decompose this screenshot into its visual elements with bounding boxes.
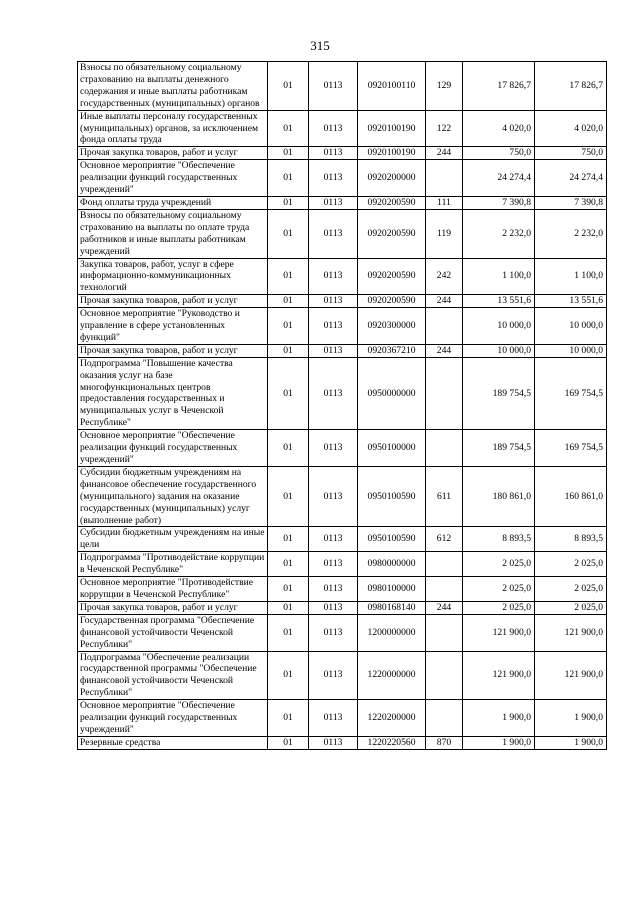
row-expense-type <box>426 160 463 197</box>
row-target-article: 0950000000 <box>358 357 426 429</box>
table-row <box>78 147 607 160</box>
row-target-article: 0950100590 <box>358 466 426 527</box>
row-sum-2: 17 826,7 <box>535 62 607 111</box>
row-name: Основное мероприятие "Обеспечение реализации функций государственных учреждений" <box>78 700 268 737</box>
row-section: 01 <box>268 614 309 651</box>
row-target-article: 0950100590 <box>358 527 426 552</box>
row-sum-1: 10 000,0 <box>463 344 535 357</box>
row-section: 01 <box>268 62 309 111</box>
row-name: Резервные средства <box>78 736 268 749</box>
row-name: Взносы по обязательному социальному страхованию на выплаты денежного содержания и иные выплаты работникам государственных (муниципальных) органов <box>78 62 268 111</box>
table-row <box>78 527 607 552</box>
row-subsection: 0113 <box>309 466 358 527</box>
row-target-article: 0980168140 <box>358 601 426 614</box>
row-subsection: 0113 <box>309 295 358 308</box>
table-row <box>78 357 607 429</box>
row-target-article: 0980100000 <box>358 577 426 602</box>
row-sum-1: 750,0 <box>463 147 535 160</box>
row-expense-type <box>426 614 463 651</box>
row-sum-2: 7 390,8 <box>535 196 607 209</box>
row-name: Субсидии бюджетным учреждениям на финансовое обеспечение государственного (муниципального) задания на оказание государственных (муниципальных) услуг (выполнение работ) <box>78 466 268 527</box>
row-section: 01 <box>268 552 309 577</box>
row-section: 01 <box>268 700 309 737</box>
row-name: Иные выплаты персоналу государственных (муниципальных) органов, за исключением фонда оплаты труда <box>78 110 268 147</box>
row-section: 01 <box>268 295 309 308</box>
row-name: Основное мероприятие "Противодействие коррупции в Чеченской Республике" <box>78 577 268 602</box>
row-target-article: 1220000000 <box>358 651 426 700</box>
table-row <box>78 295 607 308</box>
row-expense-type <box>426 357 463 429</box>
row-subsection: 0113 <box>309 258 358 295</box>
row-section: 01 <box>268 147 309 160</box>
row-sum-1: 24 274,4 <box>463 160 535 197</box>
row-expense-type: 611 <box>426 466 463 527</box>
row-target-article: 0920100190 <box>358 110 426 147</box>
table-row <box>78 552 607 577</box>
row-sum-1: 7 390,8 <box>463 196 535 209</box>
table-row <box>78 62 607 111</box>
row-subsection: 0113 <box>309 196 358 209</box>
row-sum-1: 189 754,5 <box>463 357 535 429</box>
row-name: Субсидии бюджетным учреждениям на иные цели <box>78 527 268 552</box>
row-expense-type: 612 <box>426 527 463 552</box>
row-sum-1: 189 754,5 <box>463 430 535 467</box>
row-expense-type <box>426 651 463 700</box>
row-section: 01 <box>268 209 309 258</box>
row-name: Прочая закупка товаров, работ и услуг <box>78 601 268 614</box>
row-section: 01 <box>268 258 309 295</box>
row-subsection: 0113 <box>309 357 358 429</box>
row-expense-type: 122 <box>426 110 463 147</box>
row-section: 01 <box>268 357 309 429</box>
row-sum-2: 13 551,6 <box>535 295 607 308</box>
row-expense-type: 242 <box>426 258 463 295</box>
row-sum-1: 2 025,0 <box>463 601 535 614</box>
table-row <box>78 258 607 295</box>
row-sum-2: 1 100,0 <box>535 258 607 295</box>
row-sum-2: 2 025,0 <box>535 552 607 577</box>
row-sum-1: 1 100,0 <box>463 258 535 295</box>
row-expense-type <box>426 577 463 602</box>
row-subsection: 0113 <box>309 552 358 577</box>
row-subsection: 0113 <box>309 601 358 614</box>
row-name: Подпрограмма "Обеспечение реализации государственной программы "Обеспечение финансовой устойчивости Чеченской Республики" <box>78 651 268 700</box>
row-section: 01 <box>268 736 309 749</box>
table-row <box>78 466 607 527</box>
page-number: 315 <box>310 38 330 53</box>
row-expense-type <box>426 308 463 345</box>
row-target-article: 1200000000 <box>358 614 426 651</box>
row-sum-2: 2 232,0 <box>535 209 607 258</box>
row-section: 01 <box>268 308 309 345</box>
row-sum-1: 17 826,7 <box>463 62 535 111</box>
row-sum-2: 4 020,0 <box>535 110 607 147</box>
row-sum-2: 750,0 <box>535 147 607 160</box>
row-name: Прочая закупка товаров, работ и услуг <box>78 295 268 308</box>
row-sum-2: 169 754,5 <box>535 357 607 429</box>
row-sum-2: 2 025,0 <box>535 601 607 614</box>
row-sum-2: 169 754,5 <box>535 430 607 467</box>
row-name: Фонд оплаты труда учреждений <box>78 196 268 209</box>
row-target-article: 0920200590 <box>358 209 426 258</box>
row-section: 01 <box>268 577 309 602</box>
row-target-article: 0920200590 <box>358 196 426 209</box>
row-section: 01 <box>268 344 309 357</box>
row-subsection: 0113 <box>309 700 358 737</box>
row-name: Прочая закупка товаров, работ и услуг <box>78 344 268 357</box>
table-row <box>78 196 607 209</box>
row-sum-1: 2 025,0 <box>463 552 535 577</box>
row-sum-2: 1 900,0 <box>535 700 607 737</box>
row-name: Взносы по обязательному социальному страхованию на выплаты по оплате труда работников и иные выплаты работникам учреждений <box>78 209 268 258</box>
row-section: 01 <box>268 196 309 209</box>
row-expense-type: 244 <box>426 601 463 614</box>
table-row <box>78 430 607 467</box>
row-expense-type: 244 <box>426 295 463 308</box>
row-sum-1: 180 861,0 <box>463 466 535 527</box>
row-subsection: 0113 <box>309 344 358 357</box>
table-row <box>78 344 607 357</box>
row-sum-1: 2 025,0 <box>463 577 535 602</box>
table-row <box>78 110 607 147</box>
row-subsection: 0113 <box>309 62 358 111</box>
row-expense-type: 244 <box>426 147 463 160</box>
row-expense-type <box>426 552 463 577</box>
budget-table <box>77 61 607 750</box>
row-subsection: 0113 <box>309 651 358 700</box>
row-sum-1: 10 000,0 <box>463 308 535 345</box>
row-sum-2: 8 893,5 <box>535 527 607 552</box>
row-section: 01 <box>268 466 309 527</box>
row-subsection: 0113 <box>309 308 358 345</box>
row-expense-type: 870 <box>426 736 463 749</box>
row-target-article: 0950100000 <box>358 430 426 467</box>
row-name: Прочая закупка товаров, работ и услуг <box>78 147 268 160</box>
row-sum-2: 2 025,0 <box>535 577 607 602</box>
row-name: Закупка товаров, работ, услуг в сфере информационно-коммуникационных технологий <box>78 258 268 295</box>
row-subsection: 0113 <box>309 209 358 258</box>
row-subsection: 0113 <box>309 110 358 147</box>
row-sum-1: 13 551,6 <box>463 295 535 308</box>
row-name: Основное мероприятие "Обеспечение реализации функций государственных учреждений" <box>78 430 268 467</box>
row-target-article: 0920100190 <box>358 147 426 160</box>
row-sum-1: 1 900,0 <box>463 700 535 737</box>
row-sum-2: 24 274,4 <box>535 160 607 197</box>
table-row <box>78 577 607 602</box>
row-section: 01 <box>268 601 309 614</box>
row-target-article: 0920200590 <box>358 295 426 308</box>
row-subsection: 0113 <box>309 160 358 197</box>
table-row <box>78 651 607 700</box>
row-subsection: 0113 <box>309 430 358 467</box>
row-target-article: 0920300000 <box>358 308 426 345</box>
row-subsection: 0113 <box>309 147 358 160</box>
row-sum-1: 4 020,0 <box>463 110 535 147</box>
row-target-article: 0920367210 <box>358 344 426 357</box>
row-subsection: 0113 <box>309 736 358 749</box>
row-name: Основное мероприятие "Руководство и управление в сфере установленных функций" <box>78 308 268 345</box>
row-section: 01 <box>268 651 309 700</box>
row-target-article: 0920200000 <box>358 160 426 197</box>
table-row <box>78 700 607 737</box>
table-row <box>78 614 607 651</box>
row-section: 01 <box>268 160 309 197</box>
row-name: Подпрограмма "Противодействие коррупции в Чеченской Республике" <box>78 552 268 577</box>
row-sum-1: 2 232,0 <box>463 209 535 258</box>
row-sum-2: 10 000,0 <box>535 344 607 357</box>
row-name: Государственная программа "Обеспечение финансовой устойчивости Чеченской Республики" <box>78 614 268 651</box>
row-sum-1: 121 900,0 <box>463 614 535 651</box>
row-sum-2: 121 900,0 <box>535 614 607 651</box>
row-section: 01 <box>268 110 309 147</box>
row-sum-2: 121 900,0 <box>535 651 607 700</box>
table-row <box>78 308 607 345</box>
row-expense-type: 119 <box>426 209 463 258</box>
row-sum-1: 1 900,0 <box>463 736 535 749</box>
row-section: 01 <box>268 430 309 467</box>
row-target-article: 1220220560 <box>358 736 426 749</box>
row-expense-type: 244 <box>426 344 463 357</box>
row-expense-type <box>426 700 463 737</box>
row-subsection: 0113 <box>309 527 358 552</box>
row-target-article: 0920100110 <box>358 62 426 111</box>
row-sum-1: 121 900,0 <box>463 651 535 700</box>
row-section: 01 <box>268 527 309 552</box>
table-row <box>78 601 607 614</box>
row-sum-1: 8 893,5 <box>463 527 535 552</box>
row-name: Подпрограмма "Повышение качества оказания услуг на базе многофункциональных центров предоставления государственных и муниципальных услуг в Чеченской Республике" <box>78 357 268 429</box>
row-target-article: 1220200000 <box>358 700 426 737</box>
row-sum-2: 160 861,0 <box>535 466 607 527</box>
row-expense-type: 111 <box>426 196 463 209</box>
row-sum-2: 1 900,0 <box>535 736 607 749</box>
row-expense-type <box>426 430 463 467</box>
table-row <box>78 736 607 749</box>
row-name: Основное мероприятие "Обеспечение реализации функций государственных учреждений" <box>78 160 268 197</box>
row-sum-2: 10 000,0 <box>535 308 607 345</box>
row-target-article: 0920200590 <box>358 258 426 295</box>
row-subsection: 0113 <box>309 577 358 602</box>
table-row <box>78 209 607 258</box>
table-row <box>78 160 607 197</box>
row-expense-type: 129 <box>426 62 463 111</box>
row-subsection: 0113 <box>309 614 358 651</box>
row-target-article: 0980000000 <box>358 552 426 577</box>
